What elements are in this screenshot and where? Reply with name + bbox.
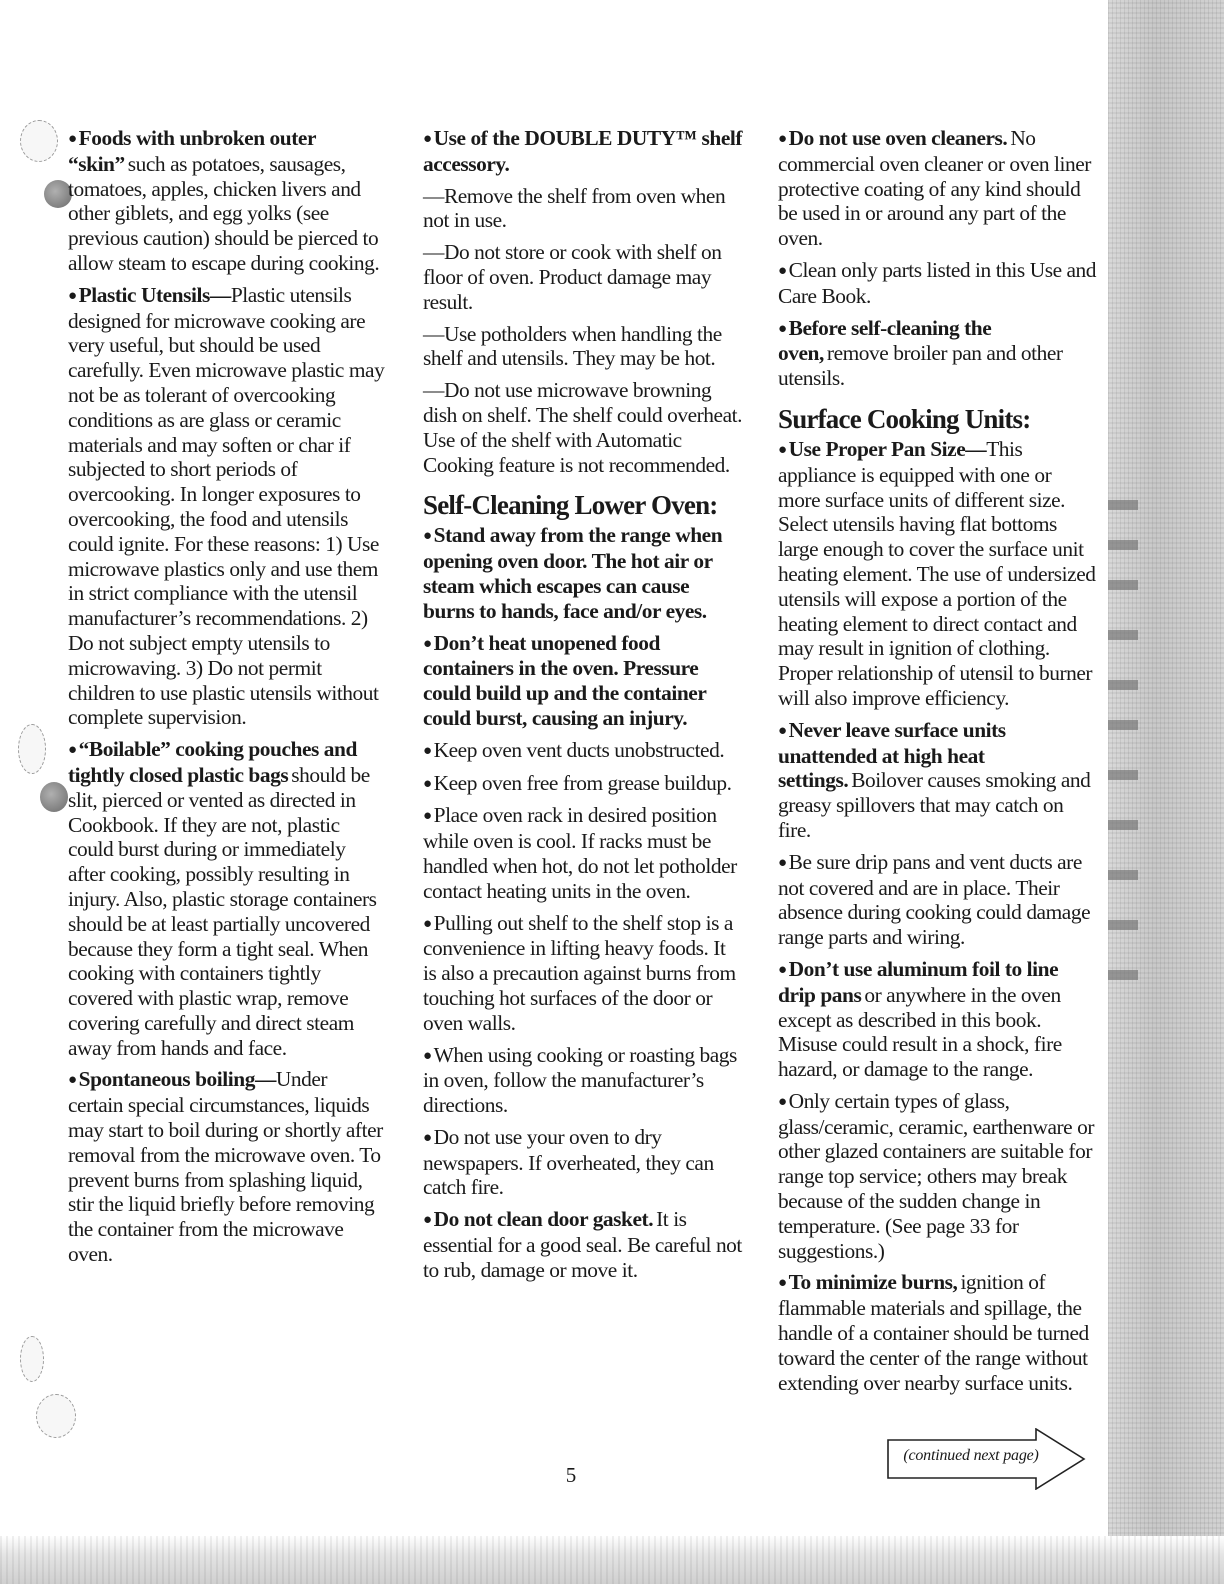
item-text: Keep oven vent ducts unobstructed.	[433, 737, 725, 762]
scan-mark	[1108, 540, 1138, 550]
item-lead: Don’t heat unopened food containers in the oven. Pressure could build up and the container could burst, causing an injury.	[423, 630, 706, 730]
bullet-icon: ●	[778, 722, 787, 739]
item-text: such as potatoes, sausages, tomatoes, apples, chicken livers and other giblets, and egg yolks (see previous caution) should be pierced to allow steam to escape during cooking.	[68, 151, 380, 275]
section-heading: Self-Cleaning Lower Oven:	[423, 490, 718, 521]
list-item	[423, 631, 743, 731]
scan-mark	[1108, 970, 1138, 980]
bullet-icon: ●	[778, 854, 787, 871]
column-3	[778, 126, 1098, 1402]
item-text: When using cooking or roasting bags in oven, follow the manufacturer’s directions.	[423, 1042, 737, 1118]
item-text: Place oven rack in desired position while oven is cool. If racks must be handled when hot, do not let potholder contact heating units in the oven.	[423, 803, 737, 903]
scan-mark	[1108, 870, 1138, 880]
list-item	[423, 1043, 743, 1118]
bullet-icon: ●	[778, 961, 787, 978]
bullet-icon: ●	[423, 1212, 432, 1229]
list-item	[778, 957, 1098, 1082]
bullet-icon: ●	[423, 808, 432, 825]
item-lead: Use Proper Pan Size—	[788, 436, 987, 461]
bullet-icon: ●	[778, 1275, 787, 1292]
item-text: Only certain types of glass, glass/ceramic, ceramic, earthenware or other glazed containers are suitable for range top service; others may break because of the sudden change in temperature. (See page 33 for suggestions.)	[778, 1088, 1095, 1263]
bullet-icon: ●	[423, 1129, 432, 1146]
list-item	[68, 126, 386, 276]
item-text: It is essential for a good seal. Be careful not to rub, damage or move it.	[423, 1207, 742, 1282]
list-item	[778, 850, 1098, 950]
item-text: should be slit, pierced or vented as directed in Cookbook. If they are not, plastic could burst during or immediately after cooking, possibly resulting in injury. Also, plastic storage containers should be at least partially uncovered because they form a tight seal. When cooking with containers tightly covered with plastic wrap, remove covering carefully and direct steam away from hands and face.	[68, 762, 377, 1060]
scan-edge-right	[1108, 0, 1224, 1584]
item-lead: Stand away from the range when opening oven door. The hot air or steam which escapes can cause burns to hands, face and/or eyes.	[423, 523, 723, 623]
scan-mark	[1108, 770, 1138, 780]
list-item	[778, 316, 1098, 391]
bullet-icon: ●	[423, 775, 432, 792]
bullet-icon: ●	[68, 742, 77, 759]
bullet-icon: ●	[778, 441, 787, 458]
column-2	[423, 126, 743, 1290]
bullet-icon: ●	[68, 131, 77, 147]
punch-hole-icon	[36, 1394, 76, 1438]
bullet-icon: ●	[778, 320, 787, 337]
bullet-icon: ●	[778, 131, 787, 147]
item-text: This appliance is equipped with one or more surface units of different size. Select utensils having flat bottoms large enough to cover the surface unit heating element. The use of undersized utensils will expose a portion of the heating element to direct contact and may result in ignition of clothing. Proper relationship of utensil to burner will also improve efficiency.	[778, 436, 1096, 710]
bullet-icon: ●	[778, 262, 787, 279]
list-item	[423, 523, 743, 623]
scan-mark	[1108, 630, 1138, 640]
bullet-icon: ●	[778, 1093, 787, 1110]
item-lead: Do not clean door gasket.	[433, 1207, 654, 1232]
scan-mark	[1108, 820, 1138, 830]
item-text: No commercial oven cleaner or oven liner protective coating of any kind should be used in or around any part of the oven.	[778, 126, 1091, 251]
list-item	[68, 737, 386, 1060]
scan-mark	[1108, 680, 1138, 690]
list-item: —Do not store or cook with shelf on floor of oven. Product damage may result.	[423, 240, 722, 314]
page-number: 5	[565, 1463, 577, 1487]
bullet-icon: ●	[423, 742, 432, 759]
bullet-icon: ●	[68, 287, 77, 304]
item-text: Keep oven free from grease buildup.	[433, 770, 732, 795]
item-text: Be sure drip pans and vent ducts are not covered and are in place. Their absence during cooking could damage range parts and wiring.	[778, 849, 1091, 950]
list-item	[423, 1207, 743, 1282]
list-item	[778, 1089, 1098, 1264]
list-item	[778, 126, 1098, 251]
list-item	[778, 258, 1098, 309]
list-item	[423, 803, 743, 903]
item-lead: Never leave surface units unattended at high heat settings.	[778, 717, 1006, 793]
item-text: Clean only parts listed in this Use and Care Book.	[778, 257, 1097, 308]
punch-hole-icon	[20, 1336, 44, 1382]
scan-edge-bottom	[0, 1536, 1224, 1584]
item-lead: “Boilable” cooking pouches and tightly closed plastic bags	[68, 737, 357, 787]
bullet-icon: ●	[423, 915, 432, 932]
bullet-icon: ●	[423, 528, 432, 545]
item-text: Plastic utensils designed for microwave cooking are very useful, but should be used carefully. Even microwave plastic may not be as tolerant of overcooking conditions as are glass or ceramic materials and may soften or char if subjected to short periods of overcooking. In longer exposures to overcooking, the food and utensils could ignite. For these reasons: 1) Use microwave plastics only and use them in strict compliance with the utensil manufacturer’s recommendations. 2) Do not subject empty utensils to microwaving. 3) Do not permit children to use plastic utensils without complete supervision.	[68, 282, 385, 730]
scan-mark	[1108, 920, 1138, 930]
scan-mark	[1108, 500, 1138, 510]
item-text: ignition of flammable materials and spillage, the handle of a container should be turned toward the center of the range without extending over nearby surface units.	[778, 1270, 1089, 1395]
item-lead: Don’t use aluminum foil to line drip pans	[778, 956, 1059, 1007]
item-text: or anywhere in the oven except as described in this book. Misuse could result in a shock, fire hazard, or damage to the range.	[778, 982, 1062, 1082]
item-lead: Spontaneous boiling—	[78, 1067, 276, 1092]
punch-hole-icon	[40, 782, 68, 812]
list-item	[423, 771, 743, 797]
item-text: remove broiler pan and other utensils.	[778, 341, 1063, 391]
item-lead: Foods with unbroken outer “skin”	[68, 126, 316, 176]
bullet-icon: ●	[68, 1072, 77, 1089]
list-item	[778, 718, 1098, 843]
list-item	[423, 738, 743, 764]
shelf-heading: Use of the DOUBLE DUTY™ shelf accessory.	[423, 126, 743, 176]
item-lead: Do not use oven cleaners.	[788, 126, 1008, 150]
item-text: Under certain special circumstances, liquids may start to boil during or shortly after removal from the microwave oven. To prevent burns from splashing liquid, stir the liquid briefly before removing the container from the microwave oven.	[68, 1067, 383, 1267]
item-lead: Before self-cleaning the oven,	[778, 315, 992, 366]
list-item	[778, 437, 1098, 711]
scan-mark	[1108, 720, 1138, 730]
list-item: —Do not use microwave browning dish on shelf. The shelf could overheat. Use of the shelf with Automatic Cooking feature is not recommended.	[423, 378, 743, 477]
shelf-heading-item	[423, 126, 743, 177]
list-item: —Use potholders when handling the shelf and utensils. They may be hot.	[423, 321, 722, 371]
list-item	[68, 1067, 386, 1266]
item-text: Boilover causes smoking and greasy spillovers that may catch on fire.	[778, 768, 1091, 842]
item-text: Do not use your oven to dry newspapers. If overheated, they can catch fire.	[423, 1124, 714, 1200]
scan-mark	[1108, 580, 1138, 590]
punch-hole-icon	[20, 120, 58, 162]
list-item	[423, 1125, 743, 1200]
list-item	[778, 1270, 1098, 1395]
list-item: —Remove the shelf from oven when not in use.	[423, 183, 726, 233]
item-lead: To minimize burns,	[788, 1270, 958, 1295]
continued-label: (continued next page)	[903, 1447, 1039, 1464]
column-1	[68, 126, 386, 1274]
bullet-icon: ●	[423, 131, 432, 147]
bullet-icon: ●	[423, 635, 432, 652]
list-item	[423, 911, 743, 1036]
item-text: Pulling out shelf to the shelf stop is a convenience in lifting heavy foods. It is also a precaution against burns from touching hot surfaces of the door or oven walls.	[423, 910, 736, 1035]
item-lead: Plastic Utensils—	[78, 282, 231, 307]
bullet-icon: ●	[423, 1047, 432, 1064]
continued-next-page	[886, 1428, 1090, 1490]
section-heading: Surface Cooking Units:	[778, 403, 1031, 434]
list-item	[68, 283, 386, 730]
punch-hole-icon	[18, 724, 46, 774]
